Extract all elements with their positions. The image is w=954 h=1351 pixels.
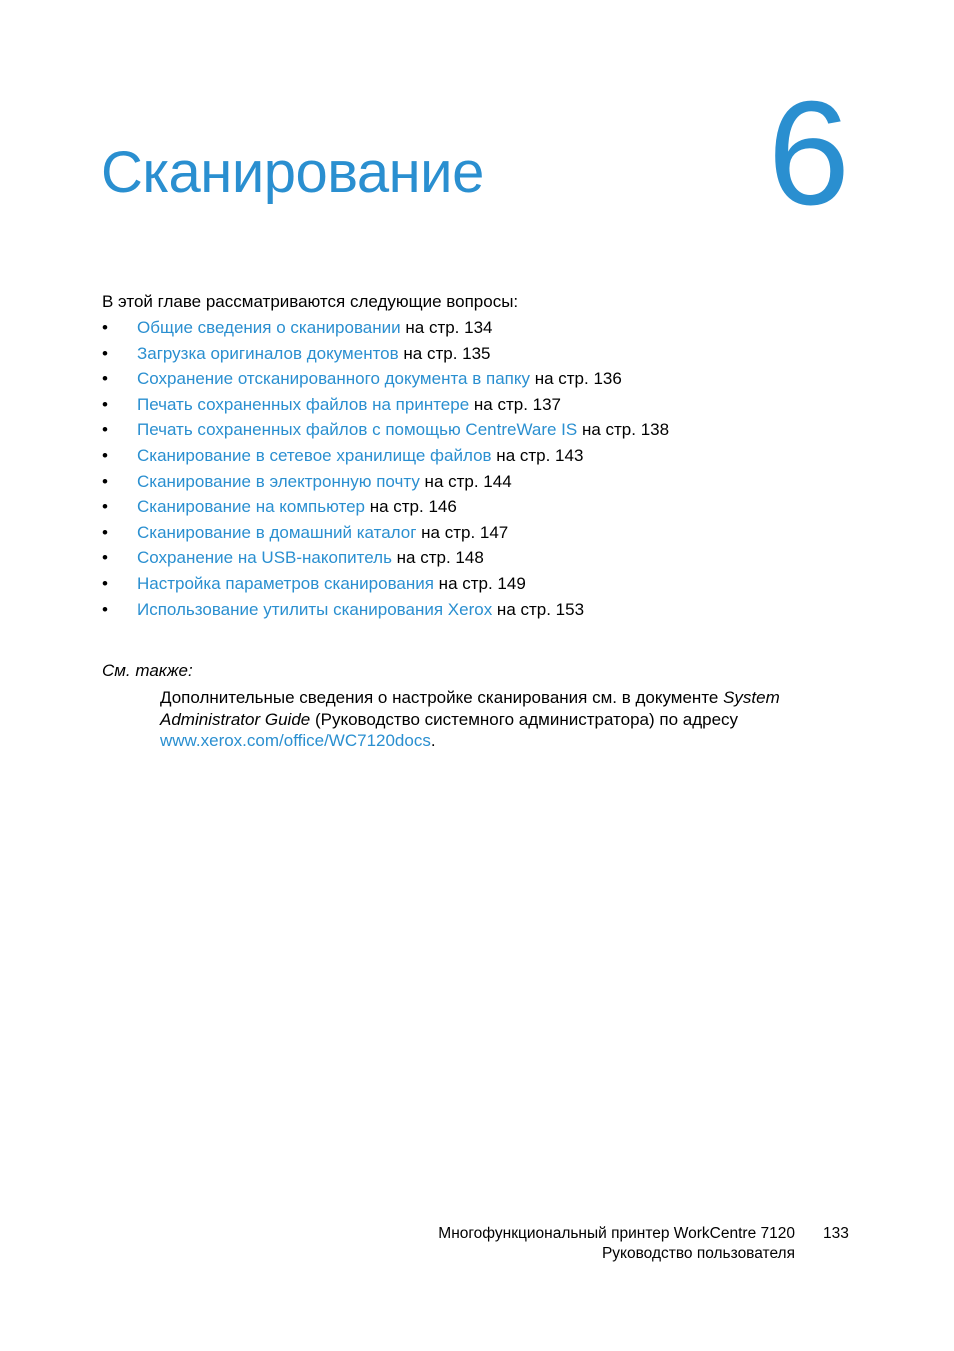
toc-link[interactable]: Печать сохраненных файлов на принтере: [137, 394, 470, 414]
toc-link[interactable]: Сохранение отсканированного документа в папку: [137, 369, 530, 389]
toc-item: [102, 342, 669, 368]
page-number: 133: [823, 1225, 849, 1242]
page-footer: [438, 1224, 795, 1264]
toc-page-ref: на стр. 148: [391, 548, 484, 568]
bullet: •: [102, 497, 108, 517]
bullet: •: [102, 573, 108, 593]
bullet: •: [102, 369, 108, 389]
see-also-text: [160, 687, 840, 752]
toc-link[interactable]: Сканирование в сетевое хранилище файлов: [137, 445, 492, 465]
bullet: •: [102, 318, 108, 337]
toc-item: [102, 546, 669, 572]
bullet: •: [102, 522, 108, 542]
toc-page-ref: на стр. 146: [364, 497, 457, 517]
bullet: •: [102, 548, 108, 568]
toc-link[interactable]: Загрузка оригиналов документов: [137, 343, 399, 363]
toc-item: [102, 316, 669, 342]
doc-title: System Administrator Guide: [160, 688, 780, 729]
toc-link[interactable]: Сканирование на компьютер: [137, 497, 365, 517]
toc-item: [102, 367, 669, 393]
toc-page-ref: на стр. 149: [433, 573, 526, 593]
bullet: •: [102, 343, 108, 363]
see-also-text-after: (Руководство системного администратора) по адресу: [310, 709, 739, 729]
docs-url-link[interactable]: www.xerox.com/office/WC7120docs: [160, 731, 431, 750]
toc-page-ref: на стр. 147: [416, 522, 509, 542]
toc-item: [102, 444, 669, 470]
toc-page-ref: на стр. 135: [398, 343, 491, 363]
toc-page-ref: на стр. 143: [491, 445, 584, 465]
toc-link[interactable]: Общие сведения о сканировании: [137, 318, 401, 337]
toc-link[interactable]: Настройка параметров сканирования: [137, 573, 434, 593]
bullet: •: [102, 420, 108, 440]
toc-page-ref: на стр. 144: [419, 471, 512, 491]
toc-link[interactable]: Сканирование в домашний каталог: [137, 522, 417, 542]
toc-list: [102, 316, 669, 623]
intro-text: В этой главе рассматриваются следующие вопросы:: [102, 292, 519, 311]
bullet: •: [102, 394, 108, 414]
chapter-title: Сканирование: [101, 140, 484, 205]
toc-page-ref: на стр. 153: [492, 599, 585, 619]
toc-page-ref: на стр. 136: [529, 369, 622, 389]
toc-item: [102, 521, 669, 547]
toc-link[interactable]: Сохранение на USB-накопитель: [137, 548, 392, 568]
toc-item: [102, 598, 669, 624]
toc-item: [102, 418, 669, 444]
toc-item: [102, 393, 669, 419]
chapter-number: 6: [767, 71, 850, 236]
see-also-end: .: [430, 731, 436, 750]
bullet: •: [102, 599, 108, 619]
toc-link[interactable]: Использование утилиты сканирования Xerox: [137, 599, 493, 619]
toc-page-ref: на стр. 134: [400, 318, 493, 337]
toc-link[interactable]: Печать сохраненных файлов с помощью CentreWare IS: [137, 420, 578, 440]
toc-page-ref: на стр. 137: [469, 394, 562, 414]
bullet: •: [102, 471, 108, 491]
toc-link[interactable]: Сканирование в электронную почту: [137, 471, 420, 491]
footer-product-name: Многофункциональный принтер WorkCentre 7120: [438, 1225, 795, 1242]
toc-item: [102, 470, 669, 496]
see-also-label: См. также:: [102, 661, 193, 680]
footer-guide-name: Руководство пользователя: [601, 1245, 795, 1262]
toc-item: [102, 495, 669, 521]
toc-item: [102, 572, 669, 598]
bullet: •: [102, 445, 108, 465]
toc-page-ref: на стр. 138: [577, 420, 670, 440]
see-also-text-before: Дополнительные сведения о настройке сканирования см. в документе: [160, 688, 724, 707]
